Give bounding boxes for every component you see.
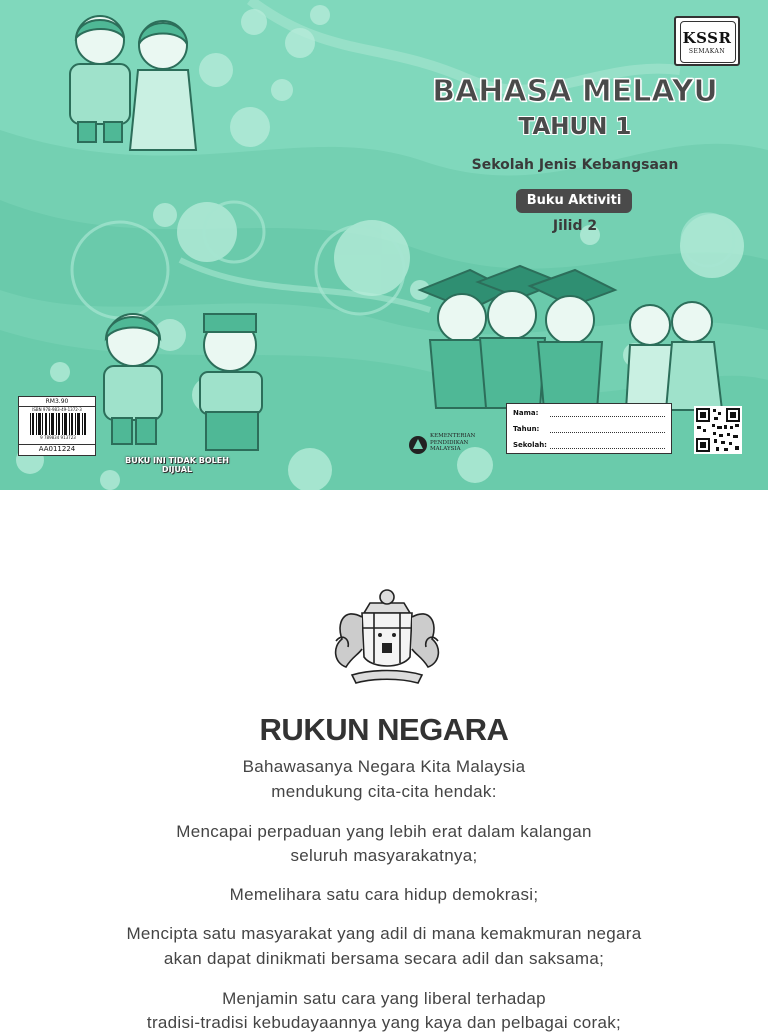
form-field-tahun[interactable] (550, 432, 665, 433)
qr-code-icon (694, 406, 742, 454)
book-title: BAHASA MELAYU (432, 74, 718, 109)
kssr-label: KSSR (682, 29, 732, 47)
form-field-nama[interactable] (550, 416, 665, 417)
principle-3-line-2: akan dapat dinikmati bersama secara adil dan saksama; (163, 949, 605, 968)
form-label-nama: Nama: (513, 409, 539, 417)
isbn: ISBN 978-983-49-1372-3 (32, 407, 82, 412)
principle-1-line-1: Mencapai perpaduan yang lebih erat dalam kalangan (176, 822, 592, 841)
rukun-negara-title: RUKUN NEGARA (259, 712, 509, 747)
principle-4-line-2: tradisi-tradisi kebudayaannya yang kaya dan pelbagai corak; (146, 1013, 622, 1032)
ministry-line-2: PENDIDIKAN (430, 439, 469, 446)
kssr-badge (674, 16, 740, 66)
ministry-emblem-icon (408, 435, 428, 455)
volume-label: Jilid 2 (552, 218, 598, 234)
coat-of-arms-icon (322, 583, 452, 693)
form-field-sekolah[interactable] (550, 448, 665, 449)
form-label-tahun: Tahun: (513, 425, 540, 433)
barcode-number: 9 789834 913723 (40, 435, 76, 439)
book-year: TAHUN 1 (518, 114, 632, 140)
owner-form (506, 403, 672, 454)
principle-3-line-1: Mencipta satu masyarakat yang adil di mana kemakmuran negara (126, 924, 642, 943)
book-cover (0, 0, 768, 490)
kssr-sub-label: SEMAKAN (688, 48, 726, 55)
intro-line-1: Bahawasanya Negara Kita Malaysia (242, 757, 526, 776)
principle-2: Memelihara satu cara hidup demokrasi; (229, 885, 539, 904)
price: RM3.90 (19, 398, 95, 407)
ministry-line-3: MALAYSIA (430, 446, 461, 452)
barcode-icon (29, 413, 87, 439)
ministry-line-1: KEMENTERIAN (430, 433, 476, 439)
principle-1-line-2: seluruh masyarakatnya; (290, 846, 478, 865)
ministry-logo (408, 432, 498, 456)
form-label-sekolah: Sekolah: (513, 441, 547, 449)
not-for-sale-label: BUKU INI TIDAK BOLEH DIJUAL (125, 456, 229, 474)
product-code: AA011224 (19, 444, 95, 454)
school-type: Sekolah Jenis Kebangsaan (471, 157, 679, 173)
rukun-negara-page (0, 490, 768, 1032)
book-type-badge: Buku Aktiviti (516, 189, 632, 213)
principle-4-line-1: Menjamin satu cara yang liberal terhadap (222, 989, 546, 1008)
barcode-label (18, 396, 96, 456)
intro-line-2: mendukung cita-cita hendak: (271, 782, 497, 801)
